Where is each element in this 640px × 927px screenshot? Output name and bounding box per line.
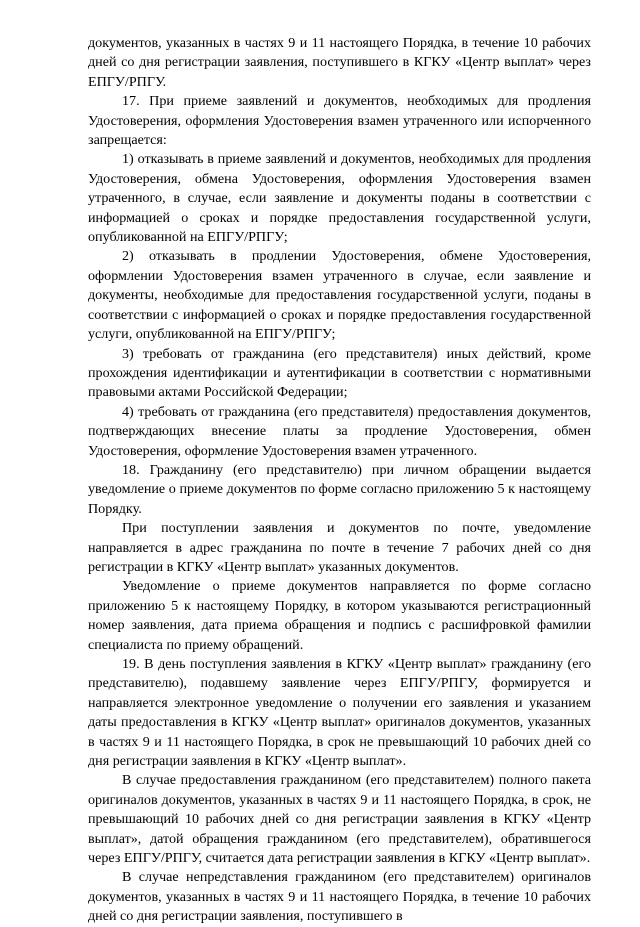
paragraph-subitem-2: 2) отказывать в продлении Удостоверения, обмене Удостоверения, оформлении Удостоверения взамен утраченного в случае, если заявление и документы, необходимые для предоставления государственной услуги, поданы в соответствии с информацией о сроках и порядке предоставления государственной услуги, опубликованной на ЕПГУ/РПГУ; (88, 248, 591, 343)
document-body (88, 34, 591, 927)
paragraph-item-18: 18. Гражданину (его представителю) при личном обращении выдается уведомление о приеме документов по форме согласно приложению 5 к настоящему Порядку. (88, 461, 591, 517)
paragraph-full-package: В случае предоставления гражданином (его представителем) полного пакета оригиналов документов, указанных в частях 9 и 11 настоящего Порядка, в срок, не превышающий 10 рабочих дней со дня регистрации заявления в КГКУ «Центр выплат», датой обращения гражданином (его представителем), обратившегося через ЕПГУ/РПГУ, считается дата регистрации заявления в КГКУ «Центр выплат». (88, 772, 591, 867)
paragraph-mail-notice: При поступлении заявления и документов по почте, уведомление направляется в адрес гражданина по почте в течение 7 рабочих дней со дня регистрации в КГКУ «Центр выплат» указанных документов. (88, 520, 591, 575)
paragraph-continuation: документов, указанных в частях 9 и 11 настоящего Порядка, в течение 10 рабочих дней со дня регистрации заявления, поступившего в КГКУ «Центр выплат» через ЕПГУ/РПГУ. (88, 35, 591, 90)
paragraph-item-19: 19. В день поступления заявления в КГКУ «Центр выплат» гражданину (его представителю), подавшему заявление через ЕПГУ/РПГУ, формируется и направляется электронное уведомление о получении его заявления и указанием даты предоставления в КГКУ «Центр выплат» оригиналов документов, указанных в частях 9 и 11 настоящего Порядка, в срок не превышающий 10 рабочих дней со дня регистрации заявления в КГКУ «Центр выплат». (88, 656, 591, 770)
paragraph-subitem-4: 4) требовать от гражданина (его представителя) предоставления документов, подтверждающих внесение платы за продление Удостоверения, обмен Удостоверения, оформление Удостоверения взамен утраченного. (88, 403, 591, 459)
paragraph-subitem-1: 1) отказывать в приеме заявлений и документов, необходимых для продления Удостоверения, обмена Удостоверения, оформления Удостоверения взамен утраченного, в случае, если заявление и документы поданы в соответствии с информацией о сроках и порядке предоставления государственной услуги, опубликованной на ЕПГУ/РПГУ; (88, 151, 591, 246)
paragraph-subitem-3: 3) требовать от гражданина (его представителя) иных действий, кроме прохождения идентификации и аутентификации в соответствии с нормативными правовыми актами Российской Федерации; (88, 345, 591, 401)
paragraph-non-submission: В случае непредставления гражданином (его представителем) оригиналов документов, указанных в частях 9 и 11 настоящего Порядка, в течение 10 рабочих дней со дня регистрации заявления, поступившего в (88, 869, 591, 925)
paragraph-item-17: 17. При приеме заявлений и документов, необходимых для продления Удостоверения, оформления Удостоверения взамен утраченного или испорченного запрещается: (88, 93, 591, 149)
paragraph-notice-form: Уведомление о приеме документов направляется по форме согласно приложению 5 к настоящему Порядку, в котором указываются регистрационный номер заявления, дата приема обращения и подпись с расшифровкой фамилии специалиста по приему обращений. (88, 578, 591, 653)
